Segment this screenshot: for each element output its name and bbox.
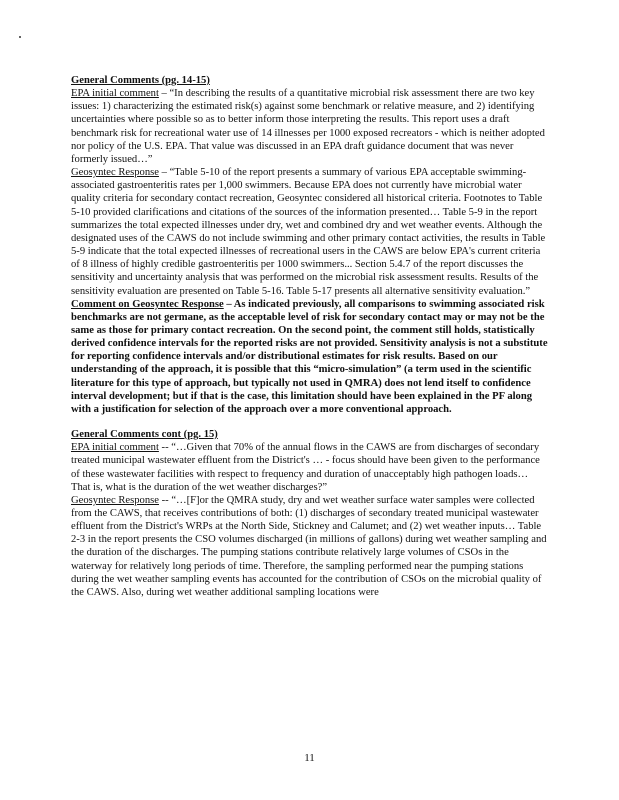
- geosyntec-response-label: Geosyntec Response: [71, 494, 159, 506]
- epa-comment-text: -- “…Given that 70% of the annual flows in the CAWS are from discharges of secondary treated municipal wastewater effluent from the District's … - focus should have been given to the performance of these wastewater facilities with respect to frequency and duration of unacceptably high pathogen loads… That is, what is the duration of the wet weather discharges?”: [71, 442, 540, 493]
- section-heading: General Comments (pg. 14-15): [71, 75, 210, 86]
- geosyntec-response-text: -- “…[F]or the QMRA study, dry and wet weather surface water samples were collected from the CAWS, that receives contributions of both: (1) discharges of secondary treated municipal wastewater effluent from the District's WRPs at the North Side, Stickney and Calumet; and (2) wet weather inputs… Table 2-3 in the report presents the CSO volumes discharged (in millions of gallons) during wet weather sampling and the duration of the discharges. The pumping stations contribute relatively large volumes of CSOs in the waterway for relatively long periods of time. Therefore, the sampling performed near the pumping stations during the wet weather sampling events has accounted for the contribution of CSOs on the microbial quality of the CAWS. Also, during wet weather additional sampling locations were: [71, 494, 547, 598]
- comment-on-response-label: Comment on Geosyntec Response: [71, 298, 224, 310]
- page-number: 11: [304, 752, 315, 764]
- geosyntec-response-label: Geosyntec Response: [71, 167, 159, 179]
- comment-on-response: [71, 298, 549, 416]
- document-body: [71, 74, 549, 599]
- epa-comment-label: EPA initial comment: [71, 88, 159, 100]
- epa-comment-text: – “In describing the results of a quantitative microbial risk assessment there are two key issues: 1) characterizing the estimated risk(s) against some benchmark or relative measure, and 2) identifying uncertainties where possible so as to better inform those interpreting the results. This report uses a draft benchmark risk for recreational water use of 14 illnesses per 1000 exposed recreators - which is neither adopted nor policy of the U.S. EPA. That value was discussed in an EPA draft guidance document that was never formerly issued…”: [71, 88, 545, 165]
- geosyntec-response: [71, 166, 549, 298]
- epa-initial-comment: [71, 87, 549, 166]
- section-heading: General Comments cont (pg. 15): [71, 429, 218, 441]
- epa-initial-comment: [71, 441, 549, 494]
- geosyntec-response-text: – “Table 5-10 of the report presents a summary of various EPA acceptable swimming-associated gastroenteritis rates per 1,000 swimmers. Because EPA does not currently have microbial water quality criteria for secondary contact recreation, Geosyntec considered all historical criteria. Footnotes to Table 5-10 provided clarifications and citations of the sources of the information presented… Table 5-9 in the report summarizes the total expected illnesses under dry, wet and combined dry and wet weather events. Although the designated uses of the CAWS do not include swimming and other primary contact activities, the results in Table 5-9 indicate that the total expected illnesses of recreational users in the CAWS are below EPA's current criteria of 8 illness of highly credible gastroenteritis per 1000 swimmers... Section 5.4.7 of the report discusses the sensitivity and uncertainty analysis that was performed on the microbial risk assessment results. Results of the sensitivity evaluation are presented on Table 5-16. Table 5-17 presents all alternative sensitivity evaluation.”: [71, 167, 546, 297]
- section-general-comments-cont: [71, 428, 549, 599]
- section-general-comments: [71, 74, 549, 416]
- geosyntec-response: [71, 494, 549, 599]
- scan-speck: [19, 36, 21, 38]
- epa-comment-label: EPA initial comment: [71, 442, 159, 454]
- comment-on-response-text: – As indicated previously, all comparisons to swimming associated risk benchmarks are not germane, as the acceptable level of risk for secondary contact may or may not be the same as those for primary contact recreation. On the second point, the comment still holds, statistically derived confidence intervals for the reported risks are not provided. Sensitivity analysis is not a substitute for reporting confidence intervals and/or distributional estimates for risk results. Based on our understanding of the approach, it is possible that this “micro-simulation” (a term used in the scientific literature for this type of approach, but typically not used in QMRA) does not lend itself to confidence interval development; but if that is the case, this limitation should have been explained in the PF along with a justification for selection of the approach over a more conventional approach.: [71, 298, 548, 415]
